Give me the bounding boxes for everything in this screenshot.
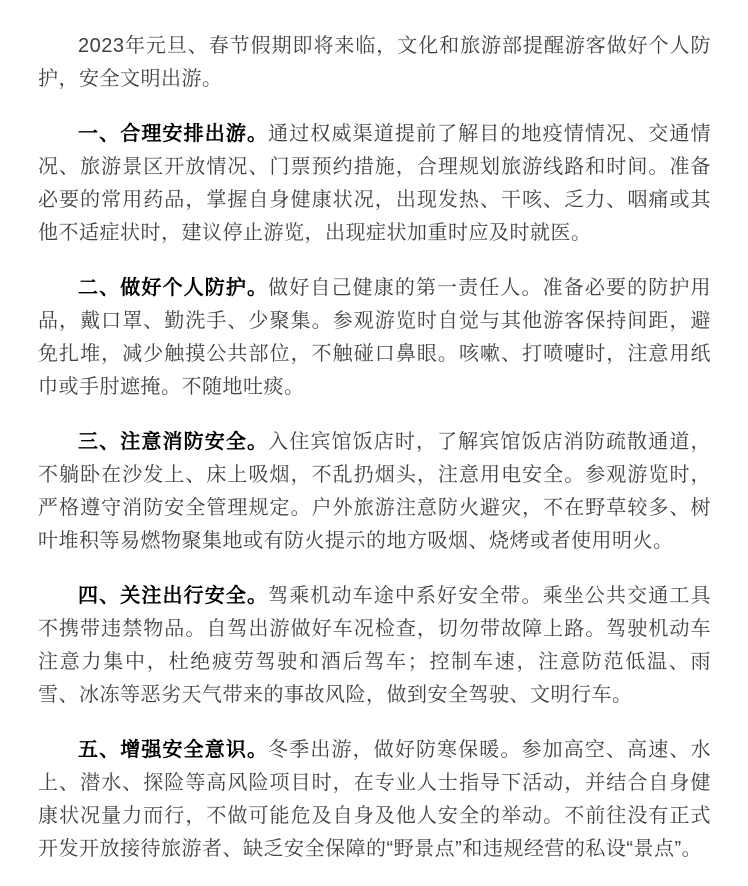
- section-heading-1: 一、合理安排出游。: [78, 123, 269, 145]
- section-heading-4: 四、关注出行安全。: [78, 585, 269, 607]
- section-body-3: 入住宾馆饭店时，了解宾馆饭店消防疏散通道，不躺卧在沙发上、床上吸烟，不乱扔烟头，注意用电安全。参观游览时，严格遵守消防安全管理规定。户外旅游注意防火避灾，不在野草较多、树叶堆积等易燃物聚集地或有防火提示的地方吸烟、烧烤或者使用明火。: [38, 431, 712, 552]
- section-paragraph-2: [38, 272, 711, 404]
- section-body-5: 冬季出游，做好防寒保暖。参加高空、高速、水上、潜水、探险等高风险项目时，在专业人士指导下活动，并结合自身健康状况量力而行，不做可能危及自身及他人安全的举动。不前往没有正式开发开放接待旅游者、缺乏安全保障的“野景点”和违规经营的私设“景点”。: [38, 739, 712, 860]
- section-heading-2: 二、做好个人防护。: [78, 277, 269, 299]
- section-body-1: 通过权威渠道提前了解目的地疫情情况、交通情况、旅游景区开放情况、门票预约措施，合理规划旅游线路和时间。准备必要的常用药品，掌握自身健康状况，出现发热、干咳、乏力、咽痛或其他不适症状时，建议停止游览，出现症状加重时应及时就医。: [38, 123, 712, 244]
- section-body-4: 驾乘机动车途中系好安全带。乘坐公共交通工具不携带违禁物品。自驾出游做好车况检查，切勿带故障上路。驾驶机动车注意力集中，杜绝疲劳驾驶和酒后驾车；控制车速，注意防范低温、雨雪、冰冻等恶劣天气带来的事故风险，做到安全驾驶、文明行车。: [38, 585, 712, 706]
- section-heading-3: 三、注意消防安全。: [78, 431, 269, 453]
- section-paragraph-4: [38, 580, 711, 712]
- section-heading-5: 五、增强安全意识。: [78, 739, 269, 761]
- section-body-2: 做好自己健康的第一责任人。准备必要的防护用品，戴口罩、勤洗手、少聚集。参观游览时自觉与其他游客保持间距，避免扎堆，减少触摸公共部位，不触碰口鼻眼。咳嗽、打喷嚏时，注意用纸巾或手肘遮掩。不随地吐痰。: [38, 277, 712, 398]
- section-paragraph-3: [38, 426, 711, 558]
- section-paragraph-5: [38, 734, 711, 866]
- section-paragraph-1: [38, 118, 711, 250]
- intro-text: 2023年元旦、春节假期即将来临，文化和旅游部提醒游客做好个人防护，安全文明出游。: [38, 35, 711, 90]
- intro-paragraph: [38, 30, 711, 96]
